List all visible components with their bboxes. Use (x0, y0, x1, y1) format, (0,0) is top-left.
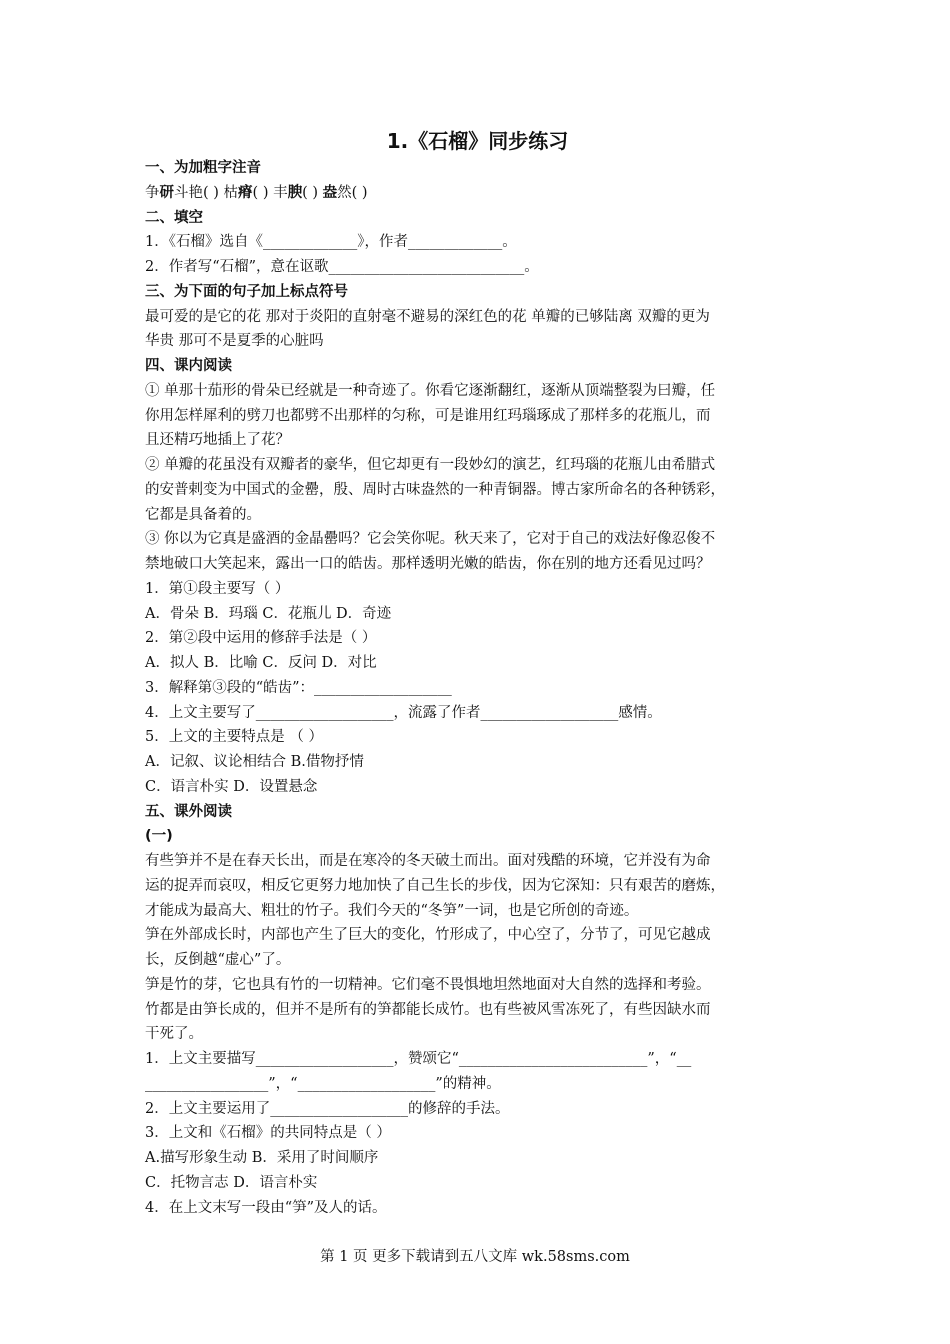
section-heading: 三、为下面的句子加上标点符号 (145, 283, 348, 300)
text-line: A.描写形象生动 B．采用了时间顺序 (145, 1150, 379, 1166)
section-heading: 五、课外阅读 (145, 803, 232, 820)
text-line: 你用怎样犀利的劈刀也都劈不出那样的匀称，可是谁用红玛瑙琢成了那样多的花瓶儿，而 (145, 407, 711, 424)
text-line: 长，反倒越“虚心”了。 (145, 952, 291, 968)
text-line: 4．上文主要写了___________________，流露了作者___________________感情。 (145, 704, 662, 721)
text-line: A．拟人 B．比喻 C．反问 D．对比 (145, 655, 377, 671)
text-line: A．记叙、议论相结合 B.借物抒情 (145, 754, 364, 770)
text-line: ① 单那十茄形的骨朵已经就是一种奇迹了。你看它逐渐翻红，逐渐从顶端整裂为曰瓣，任 (145, 382, 716, 399)
text-line: 2．第②段中运用的修辞手法是（ ） (145, 630, 377, 647)
text-line: 华贵 那可不是夏季的心脏吗 (145, 333, 324, 350)
text-line: C．托物言志 D．语言朴实 (145, 1174, 318, 1191)
section-heading: (一) (145, 828, 173, 845)
section-heading: 一、为加粗字注音 (145, 160, 261, 176)
text-line: 运的捉弄而哀叹，相反它更努力地加快了自己生长的步伐，因为它深知：只有艰苦的磨炼， (145, 877, 725, 894)
text-line: 才能成为最高大、粗壮的竹子。我们今天的“冬笋”一词，也是它所创的奇迹。 (145, 902, 639, 919)
section-heading: 二、填空 (145, 209, 203, 226)
text-line: 3．解释第③段的“皓齿”：___________________ (145, 679, 452, 696)
text-line: C．语言朴实 D．设置悬念 (145, 778, 318, 795)
text-line: ② 单瓣的花虽没有双瓣者的豪华，但它却更有一段妙幻的演艺，红玛瑙的花瓶儿由希腊式 (145, 457, 716, 473)
text-line: 竹都是由笋长成的，但并不是所有的笋都能长成竹。也有些被风雪冻死了，有些因缺水而 (145, 1001, 711, 1018)
text-line: 1．上文主要描写___________________，赞颂它“__________________________”，“__ (145, 1051, 692, 1067)
text-line: ③ 你以为它真是盛酒的金晶罍吗？它会笑你呢。秋天来了，它对于自己的戏法好像忍俊不 (145, 531, 716, 548)
text-line: 4．在上文末写一段由“笋”及人的话。 (145, 1199, 387, 1216)
page-footer: 第 1 页 更多下载请到五八文库 wk.58sms.com (320, 1249, 630, 1265)
text-line: 最可爱的是它的花 那对于炎阳的直射毫不避易的深红色的花 单瓣的已够陆离 双瓣的更为 (145, 308, 710, 325)
text-line: 禁地破口大笑起来，露出一口的皓齿。那样透明光嫩的皓齿，你在别的地方还看见过吗？ (145, 556, 711, 572)
text-line: 3．上文和《石榴》的共同特点是（ ） (145, 1125, 391, 1142)
text-line: 笋在外部成长时，内部也产生了巨大的变化，竹形成了，中心空了，分节了，可见它越成 (145, 927, 711, 944)
page-title: 1.《石榴》同步练习 (386, 129, 569, 153)
text-line: 1．《石榴》选自《_____________》，作者_____________。 (145, 234, 517, 251)
text-line: 它都是具备着的。 (145, 506, 261, 523)
text-line: 的安普剌变为中国式的金罍，殷、周时古味盎然的一种青铜器。博古家所命名的各种锈彩， (145, 481, 725, 498)
text-line: 且还精巧地插上了花？ (145, 432, 290, 449)
text-line: 2．作者写“石榴”，意在讴歌___________________________。 (145, 259, 539, 275)
document-body (145, 128, 810, 1220)
text-line: 争研斗艳( ) 枯瘠( ) 丰腴( ) 盎然( ) (145, 183, 368, 201)
text-line: 2．上文主要运用了___________________的修辞的手法。 (145, 1100, 510, 1117)
text-line: 1．第①段主要写（ ） (145, 580, 290, 597)
text-line: 5．上文的主要特点是 （ ） (145, 729, 323, 746)
exercise-lines (145, 156, 810, 1220)
text-line: 笋是竹的芽，它也具有竹的一切精神。它们毫不畏惧地坦然地面对大自然的选择和考验。 (145, 976, 711, 993)
text-line: _________________”，“___________________”的精神。 (145, 1075, 501, 1092)
text-line: 有些笋并不是在春天长出，而是在寒冷的冬天破土而出。面对残酷的环境，它并没有为命 (145, 853, 711, 869)
section-heading: 四、课内阅读 (145, 358, 232, 374)
text-line: A．骨朵 B．玛瑙 C．花瓶儿 D．奇迹 (145, 605, 392, 622)
text-line: 干死了。 (145, 1026, 203, 1043)
